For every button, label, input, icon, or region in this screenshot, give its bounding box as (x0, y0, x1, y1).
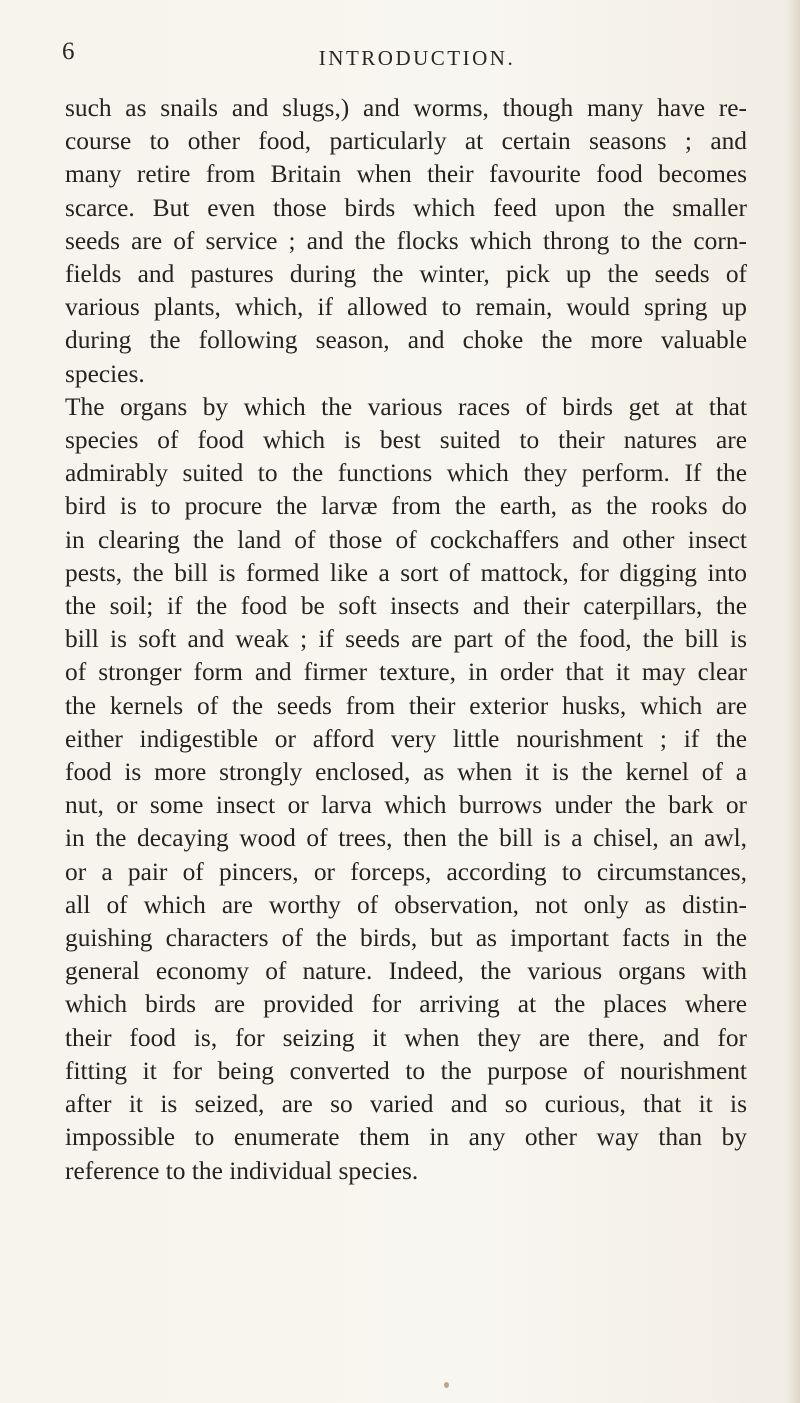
text-line: admirably suited to the functions which they perform. If the (65, 459, 747, 488)
text-line: various plants, which, if allowed to remain, would spring up (65, 293, 747, 322)
text-line: scarce. But even those birds which feed upon the smaller (65, 193, 747, 222)
page-edge-shadow (786, 0, 800, 1403)
text-line: The organs by which the various races of birds get at that (65, 392, 747, 421)
text-line: after it is seized, are so varied and so curious, that it is (65, 1090, 747, 1119)
text-line: food is more strongly enclosed, as when it is the kernel of a (65, 758, 747, 787)
paper-spot (444, 1382, 449, 1388)
text-line: in clearing the land of those of cockchaffers and other insect (65, 525, 747, 554)
text-line: bill is soft and weak ; if seeds are part of the food, the bill is (65, 625, 747, 654)
text-line: seeds are of service ; and the flocks which throng to the corn- (65, 226, 747, 255)
text-line: course to other food, particularly at certain seasons ; and (65, 127, 747, 156)
text-line: all of which are worthy of observation, not only as distin- (65, 890, 747, 919)
text-line: reference to the individual species. (65, 1156, 419, 1185)
text-line: or a pair of pincers, or forceps, according to circumstances, (65, 857, 747, 886)
text-line: the soil; if the food be soft insects and their caterpillars, the (65, 592, 747, 621)
text-line: their food is, for seizing it when they are there, and for (65, 1023, 747, 1052)
text-line: fitting it for being converted to the purpose of nourishment (65, 1056, 747, 1085)
text-line: fields and pastures during the winter, pick up the seeds of (65, 260, 747, 289)
text-line: pests, the bill is formed like a sort of mattock, for digging into (65, 558, 747, 587)
text-line: such as snails and slugs,) and worms, though many have re- (65, 94, 747, 122)
text-line: impossible to enumerate them in any other way than by (65, 1123, 747, 1152)
paragraph (65, 92, 747, 391)
running-head: INTRODUCTION. (318, 46, 516, 70)
page-header (52, 38, 752, 78)
text-line: species of food which is best suited to their natures are (65, 426, 747, 455)
page-number: 6 (62, 38, 75, 65)
text-line: general economy of nature. Indeed, the various organs with (65, 957, 747, 986)
body-text (65, 92, 747, 1188)
text-line: in the decaying wood of trees, then the bill is a chisel, an awl, (65, 824, 747, 853)
text-line: during the following season, and choke the more valuable (65, 326, 747, 355)
text-line: of stronger form and firmer texture, in order that it may clear (65, 658, 747, 687)
text-line: either indigestible or afford very little nourishment ; if the (65, 724, 747, 753)
text-line: many retire from Britain when their favourite food becomes (65, 160, 747, 189)
text-line: nut, or some insect or larva which burrows under the bark or (65, 791, 747, 820)
text-line: which birds are provided for arriving at the places where (65, 990, 747, 1019)
text-line: bird is to procure the larvæ from the earth, as the rooks do (65, 492, 747, 521)
paragraph (65, 391, 747, 1188)
text-line: guishing characters of the birds, but as important facts in the (65, 924, 747, 953)
text-line: the kernels of the seeds from their exterior husks, which are (65, 691, 747, 720)
text-line: species. (65, 359, 145, 388)
